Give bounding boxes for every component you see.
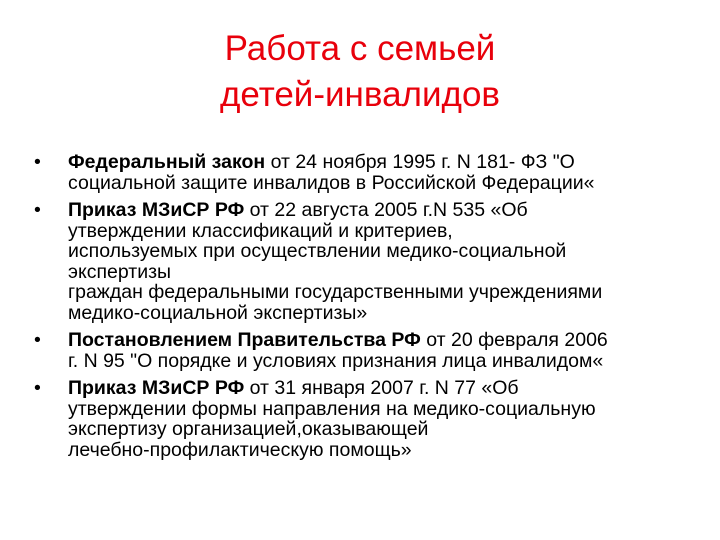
- item-first-line: [68, 200, 684, 221]
- bullet-icon: •: [34, 377, 41, 399]
- item-text: от 22 августа 2005 г.N 535 «Об: [244, 199, 528, 221]
- item-text-line: экспертизу организацией,оказывающей: [68, 418, 429, 440]
- item-text-line: лечебно-профилактическую помощь»: [68, 438, 412, 461]
- item-text-line: медико-социальной экспертизы»: [68, 301, 368, 324]
- item-text-line: утверждении формы направления на медико-социальную: [68, 397, 596, 420]
- item-text-line: утверждении классификаций и критериев,: [68, 219, 453, 242]
- item-text: от 20 февраля 2006: [420, 329, 608, 351]
- title-line-2: детей-инвалидов: [219, 75, 501, 114]
- bullet-icon: •: [34, 199, 41, 221]
- item-first-line: [68, 330, 684, 351]
- bullet-icon: •: [34, 329, 41, 351]
- slide-title: [60, 26, 660, 118]
- bullet-list: [34, 152, 684, 467]
- item-text-line: граждан федеральными государственными учреждениями: [68, 281, 603, 303]
- list-item: [34, 378, 684, 460]
- title-line-1: Работа с семьей: [224, 29, 496, 68]
- item-lead: Постановлением Правительства РФ: [68, 329, 421, 351]
- list-item: [34, 330, 684, 371]
- item-text-line: социальной защите инвалидов в Российской Федерации«: [68, 171, 595, 194]
- item-text-line: г. N 95 "О порядке и условиях признания лица инвалидом«: [68, 349, 604, 372]
- item-text-line: экспертизы: [68, 260, 172, 283]
- list-item: [34, 200, 684, 323]
- item-lead: Приказ МЗиСР РФ: [68, 377, 245, 399]
- item-text: от 31 января 2007 г. N 77 «Об: [244, 377, 519, 399]
- item-first-line: [68, 152, 684, 173]
- list-item: [34, 152, 684, 193]
- item-lead: Федеральный закон: [68, 151, 266, 173]
- item-lead: Приказ МЗиСР РФ: [68, 199, 245, 221]
- item-text: от 24 ноября 1995 г. N 181- ФЗ "О: [265, 151, 575, 173]
- item-text-line: используемых при осуществлении медико-социальной: [68, 240, 567, 262]
- bullet-icon: •: [34, 151, 41, 173]
- item-first-line: [68, 378, 684, 399]
